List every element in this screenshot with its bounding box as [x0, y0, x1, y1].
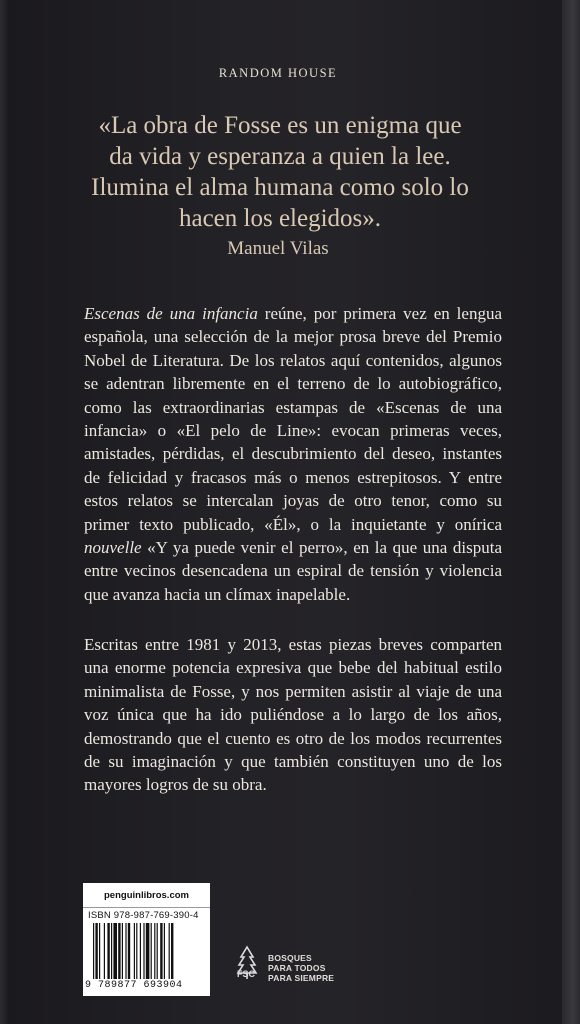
barcode-bar	[151, 923, 152, 979]
barcode-bar	[154, 923, 155, 979]
barcode-bar	[157, 923, 158, 979]
fsc-label: FSC	[237, 969, 255, 979]
left-edge	[0, 0, 8, 1024]
quote-line: hacen los elegidos».	[178, 205, 382, 232]
barcode-bar	[143, 923, 144, 979]
barcode-bar	[164, 923, 165, 979]
italic-word: nouvelle	[84, 538, 142, 558]
barcode-bars	[93, 923, 203, 979]
barcode-bar	[125, 923, 126, 979]
slogan-line: PARA TODOS	[268, 963, 326, 973]
barcode-bar	[134, 923, 135, 979]
blurb-quote	[60, 110, 500, 234]
barcode-bar	[111, 923, 112, 979]
quote-line: Ilumina el alma humana como solo lo	[91, 174, 469, 201]
barcode-bar	[107, 923, 109, 979]
barcode-bar	[160, 923, 162, 979]
barcode-bar	[104, 923, 105, 979]
barcode-label	[83, 883, 210, 996]
barcode-bar	[171, 923, 173, 979]
barcode-bar	[122, 923, 123, 979]
book-title-italic: Escenas de una infancia	[84, 304, 258, 323]
barcode-bar	[118, 923, 120, 979]
quote-line: «La obra de Fosse es un enigma que	[98, 112, 462, 139]
slogan-line: PARA SIEMPRE	[268, 973, 335, 983]
slogan-line: BOSQUES	[268, 953, 312, 963]
barcode-number: 9 789877 693904	[85, 980, 183, 991]
synopsis-paragraph-2: Escritas entre 1981 y 2013, estas piezas breves comparten una enorme potencia expresiva que bebe del habitual estilo minimalista de Fosse, y nos permiten asistir al viaje de una voz única que ha ido puliéndose a lo largo de los años, demostrando que el cuento es otro de los modos recurrentes de su imaginación y que también constituyen uno de los mayores logros de su obra.	[84, 635, 502, 795]
barcode-bar	[93, 923, 94, 979]
quote-author: Manuel Vilas	[227, 238, 329, 259]
barcode-bar	[128, 923, 130, 979]
barcode-bar	[99, 923, 100, 979]
paragraph-text: «Y ya puede venir el perro», en la que una disputa entre vecinos desencadena un espiral de tensión y violencia que avanza hacia un clímax inapelable.	[84, 538, 502, 604]
spine-edge	[562, 0, 580, 1024]
fsc-slogan	[268, 953, 334, 983]
synopsis-paragraph-1	[84, 302, 502, 606]
barcode-bar	[113, 923, 117, 979]
paragraph-text: reúne, por primera vez en lengua española, una selección de la mejor prosa breve del Premio Nobel de Literatura. De los relatos aquí contenidos, algunos se adentran libremente en el terreno de lo autobiográfico, como las extraordinarias estampas de «Escenas de una infancia» o «El pelo de Line»: evocan primeras veces, amistades, pérdidas, el descubrimiento del deseo, instantes de felicidad y fracasos más o menos estrepitosos. Y entre estos relatos se intercalan joyas de otro tenor, como su primer texto publicado, «Él», o la inquietante y onírica	[84, 304, 502, 534]
barcode-bar	[140, 923, 141, 979]
barcode-bar	[136, 923, 137, 979]
barcode-bar	[169, 923, 170, 979]
isbn-text: ISBN 978-987-769-390-4	[88, 910, 199, 921]
divider	[83, 907, 210, 908]
publisher-name: RANDOM HOUSE	[218, 66, 338, 80]
quote-line: da vida y esperanza a quien la lee.	[109, 143, 451, 170]
website-text: penguinlibros.com	[104, 890, 189, 901]
barcode-bar	[146, 923, 150, 979]
barcode-bar	[95, 923, 97, 979]
